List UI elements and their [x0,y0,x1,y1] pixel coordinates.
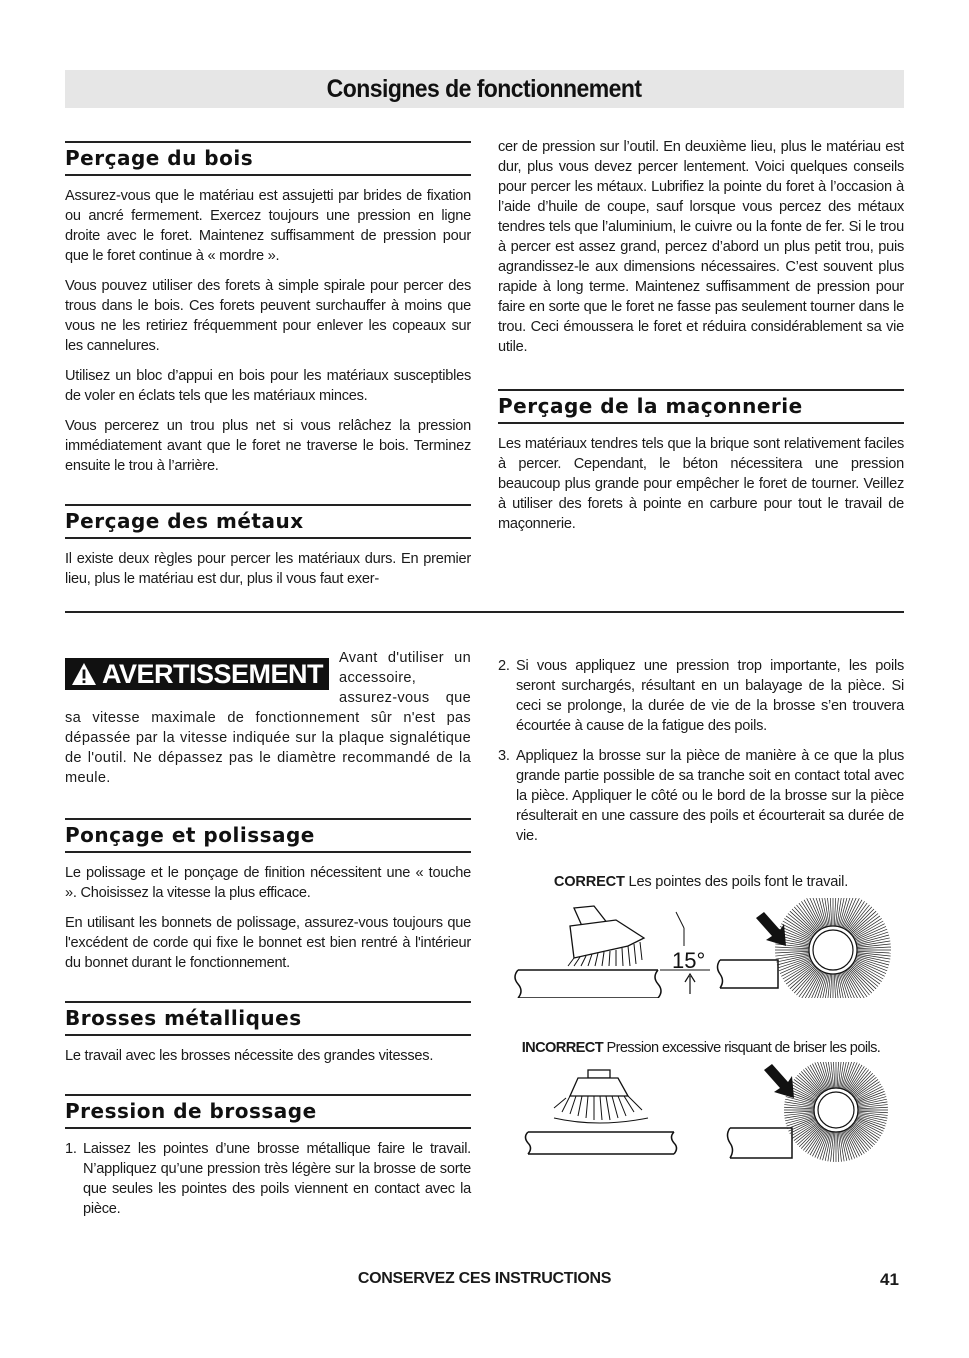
warning-label: AVERTISSEMENT [102,658,324,689]
warning-badge [65,658,329,690]
correct-caption [498,872,904,892]
warning-block [65,648,471,788]
footer-instructions: CONSERVEZ CES INSTRUCTIONS [357,1270,612,1287]
cup-brush-icon [568,906,644,966]
list-number: 1. [65,1141,77,1157]
paragraph: cer de pression sur l’outil. En deuxième lieu, plus le matériau est dur, plus vous devez percer lentement. Voici quelques conseils pour percer les métaux. Lubrifiez la pointe du foret à l’occasion à l’aide d’huile de coupe, sauf lorsque vous percez des métaux tendres tels que l’aluminium, le cuivre ou la fonte de fer. Si le trou à percer est assez grand, percez d’abord un plus petit trou, puis agrandissez-le aux dimensions nécessaires. C’est souvent plus rapide à long terme. Maintenez suffisamment de pression pour faire en sorte que le foret ne fasse pas seulement tourner dans le trou. Ceci émoussera le foret et réduira considérablement sa vie utile. [498,139,904,355]
paragraph: Le travail avec les brosses nécessite des grandes vitesses. [65,1048,434,1064]
paragraph: En utilisant les bonnets de polissage, assurez-vous toujours que l'excédent de corde qui fixe le bonnet est bien rentré à l'intérieur du bonnet durant le fonctionnement. [65,915,471,971]
bottom-right-column [498,656,904,1162]
paragraph: Vous percerez un trou plus net si vous relâchez la pression immédiatement avant que le foret ne traverse le bois. Terminez ensuite le trou à l’arrière. [65,418,471,474]
wheel-brush-icon [784,1062,888,1162]
paragraph: Vous pouvez utiliser des forets à simple spirale pour percer des trous dans le bois. Ces forets peuvent surchauffer à moins que vous ne les retiriez fréquemment pour enlever les copeaux sur les cannelures. [65,278,471,354]
section-divider [65,611,904,613]
instruction-list [65,1139,471,1219]
incorrect-brush-illustration [498,1062,904,1162]
instruction-list [498,656,904,846]
angle-label: 15° [672,948,706,973]
heading-percage-maconnerie: Perçage de la maçonnerie [498,389,904,424]
heading-pression: Pression de brossage [65,1094,471,1129]
list-text: Si vous appliquez une pression trop importante, les poils seront surchargés, résultant en un balayage de la pièce. Si ceci se prolonge, la durée de vie de la brosse s’en trouvera écourtée à cause de la fatigue des poils. [516,658,904,734]
paragraph: Les matériaux tendres tels que la brique sont relativement faciles à percer. Cependant, le béton nécessitera une pression beaucoup plus grande pour empêcher le foret de tourner. Veillez à utiliser des forets à pointe en carbure pour tout le travail de maçonnerie. [498,436,904,532]
list-number: 3. [498,748,510,764]
list-number: 2. [498,658,510,674]
page-number: 41 [880,1270,899,1289]
section-banner [65,70,904,108]
cup-brush-icon [554,1070,648,1123]
arrow-icon [764,1064,794,1098]
incorrect-label: INCORRECT [521,1040,604,1056]
heading-percage-metaux: Perçage des métaux [65,504,471,539]
top-left-column [65,141,471,599]
paragraph: Utilisez un bloc d’appui en bois pour les matériaux susceptibles de voler en éclats tels que les matériaux minces. [65,368,471,404]
list-text: Appliquez la brosse sur la pièce de manière à ce que la plus grande partie possible de sa tranche soit en contact total avec la pièce. Appliquer le côté ou le bord de la brosse sur la pièce résulterait en une cassure des poils et écourterait sa durée de vie. [516,748,904,844]
correct-label: CORRECT [553,874,625,890]
paragraph: Le polissage et le ponçage de finition nécessitent une « touche ». Choisissez la vitesse la plus efficace. [65,865,471,901]
warning-triangle-icon [71,662,97,686]
heading-brosses: Brosses métalliques [65,1001,471,1036]
page-title: Consignes de fonctionnement [327,74,642,103]
top-right-column [498,137,904,544]
heading-percage-bois: Perçage du bois [65,141,471,176]
incorrect-caption [498,1038,904,1058]
bottom-left-column [65,648,471,1229]
warning-text: Avant d'utiliser un accessoire, assurez-vous que sa vitesse maximale de fonctionnement sûr n'est pas dépassée par la vitesse indiquée sur la plaque signalétique de l'outil. Ne dépassez pas le diamètre recommandé de la meule. [65,650,471,786]
paragraph: Assurez-vous que le matériau est assujetti par brides de fixation ou ancré fermement. Exercez toujours une pression en ligne droite avec le foret. Maintenez suffisamment de pression pour que le foret continue à « mordre ». [65,188,471,264]
wheel-brush-icon [775,898,891,998]
arrow-icon [756,912,786,946]
correct-text: Les pointes des poils font le travail. [624,874,849,890]
list-item [498,746,904,846]
incorrect-text: Pression excessive risquant de briser les poils. [603,1040,881,1056]
heading-poncage: Ponçage et polissage [65,818,471,853]
list-item [65,1139,471,1219]
list-text: Laissez les pointes d’une brosse métallique faire le travail. N’appliquez qu’une pression très légère sur la brosse de sorte que seules les pointes des poils viennent en contact avec la pièce. [83,1141,471,1217]
paragraph: Il existe deux règles pour percer les matériaux durs. En premier lieu, plus le matériau est dur, plus il vous faut exer- [65,551,471,587]
correct-brush-illustration [498,898,904,998]
list-item [498,656,904,736]
